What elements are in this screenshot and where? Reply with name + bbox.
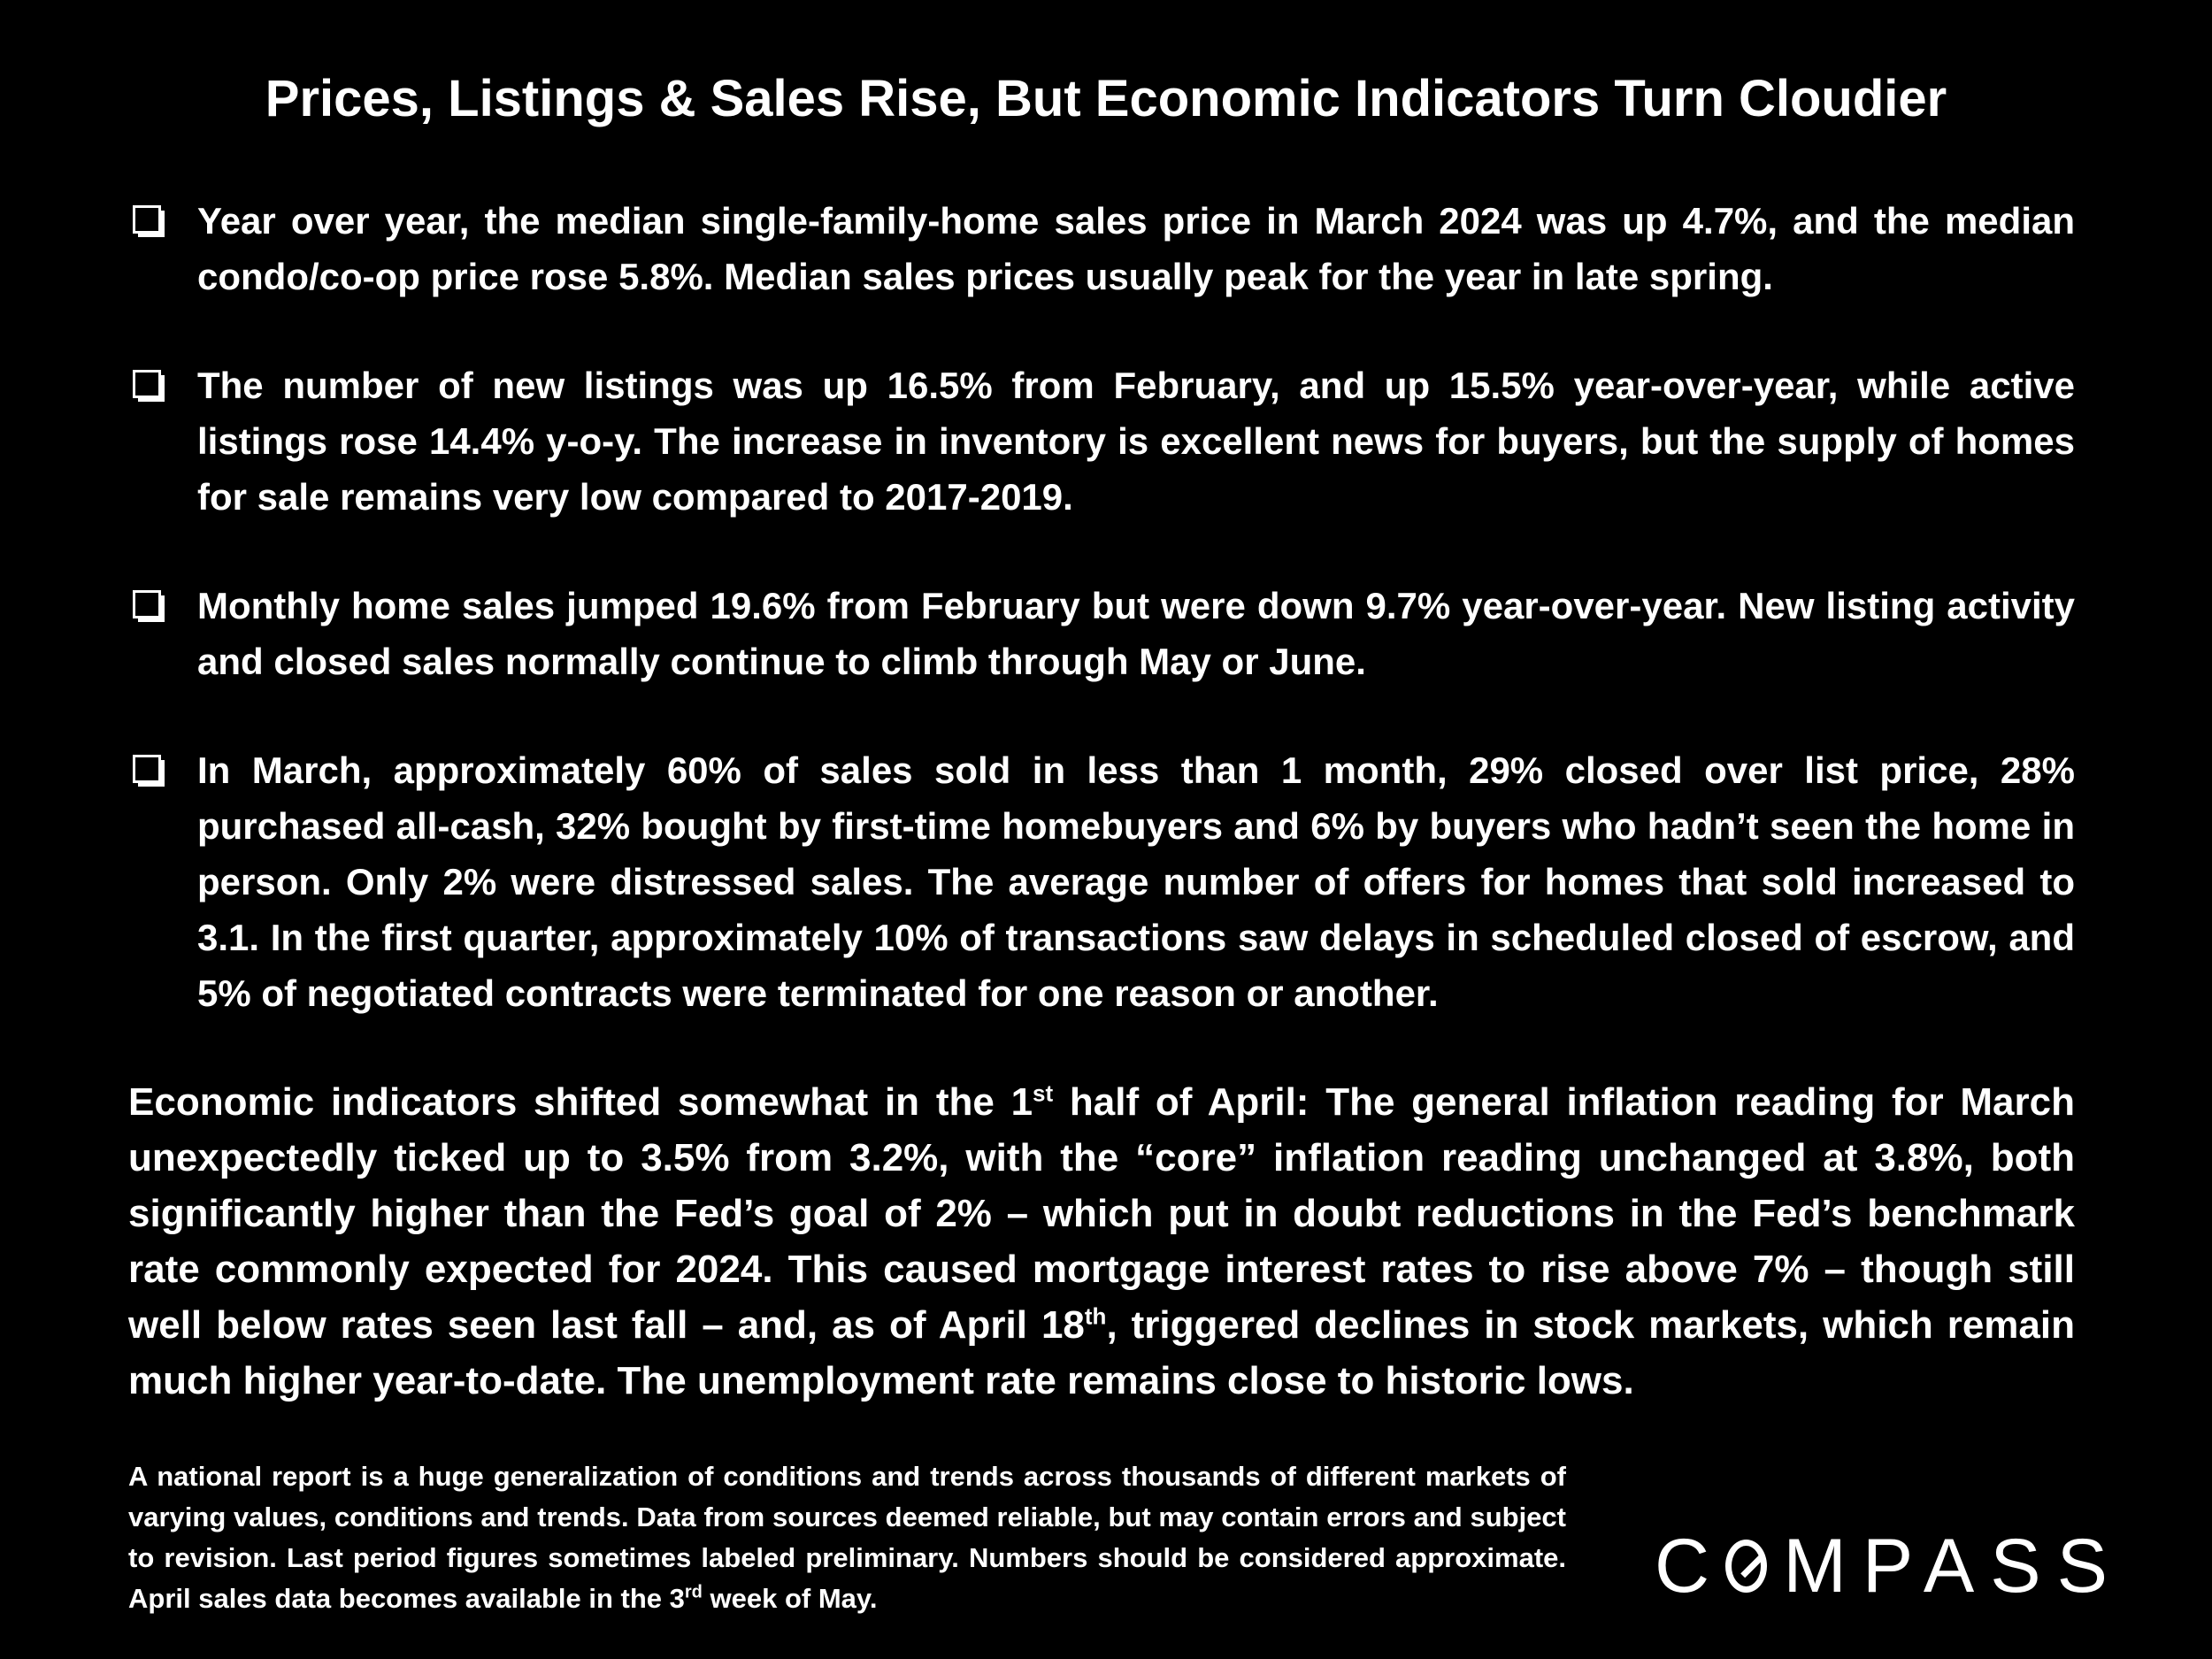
bullet-item <box>133 742 2075 1021</box>
bullet-item <box>133 357 2075 525</box>
bullet-list <box>133 193 2075 1021</box>
bullet-text: The number of new listings was up 16.5% from February, and up 15.5% year-over-year, while active listings rose 14.4% y-o-y. The increase in inventory is excellent news for buyers, but the supply of homes for sale remains very low compared to 2017-2019. <box>197 365 2075 518</box>
compass-o-icon <box>1725 1540 1767 1593</box>
disclaimer-text: A national report is a huge generalization of conditions and trends across thousands of different markets of varying values, conditions and trends. Data from sources deemed reliable, but may contain errors and subject to revision. Last period figures sometimes labeled preliminary. Numbers should be considered approximate. April sales data becomes available in the 3rd week of May. <box>128 1461 1566 1614</box>
page-title: Prices, Listings & Sales Rise, But Economic Indicators Turn Cloudier <box>265 70 1947 127</box>
economic-indicators-paragraph: Economic indicators shifted somewhat in the 1st half of April: The general inflation reading for March unexpectedly ticked up to 3.5% from 3.2%, with the “core” inflation reading unchanged at 3.8%, both significantly higher than the Fed’s goal of 2% – which put in doubt reductions in the Fed’s benchmark rate commonly expected for 2024. This caused mortgage interest rates to rise above 7% – though still well below rates seen last fall – and, as of April 18th, triggered declines in stock markets, which remain much higher year-to-date. The unemployment rate remains close to historic lows. <box>128 1079 2075 1402</box>
bullet-item <box>133 193 2075 304</box>
checkbox-icon <box>133 370 161 398</box>
checkbox-icon <box>133 755 161 783</box>
compass-logo: C MPASS <box>1655 1523 2124 1609</box>
bullet-item <box>133 578 2075 689</box>
checkbox-icon <box>133 590 161 618</box>
bullet-text: In March, approximately 60% of sales sold in less than 1 month, 29% closed over list price, 28% purchased all-cash, 32% bought by first-time homebuyers and 6% by buyers who hadn’t seen the home in person. Only 2% were distressed sales. The average number of offers for homes that sold increased to 3.1. In the first quarter, approximately 10% of transactions saw delays in scheduled closed of escrow, and 5% of negotiated contracts were terminated for one reason or another. <box>197 749 2075 1014</box>
bullet-text: Monthly home sales jumped 19.6% from February but were down 9.7% year-over-year. New listing activity and closed sales normally continue to climb through May or June. <box>197 585 2075 682</box>
bullet-text: Year over year, the median single-family-home sales price in March 2024 was up 4.7%, and the median condo/co-op price rose 5.8%. Median sales prices usually peak for the year in late spring. <box>197 200 2075 297</box>
checkbox-icon <box>133 205 161 234</box>
